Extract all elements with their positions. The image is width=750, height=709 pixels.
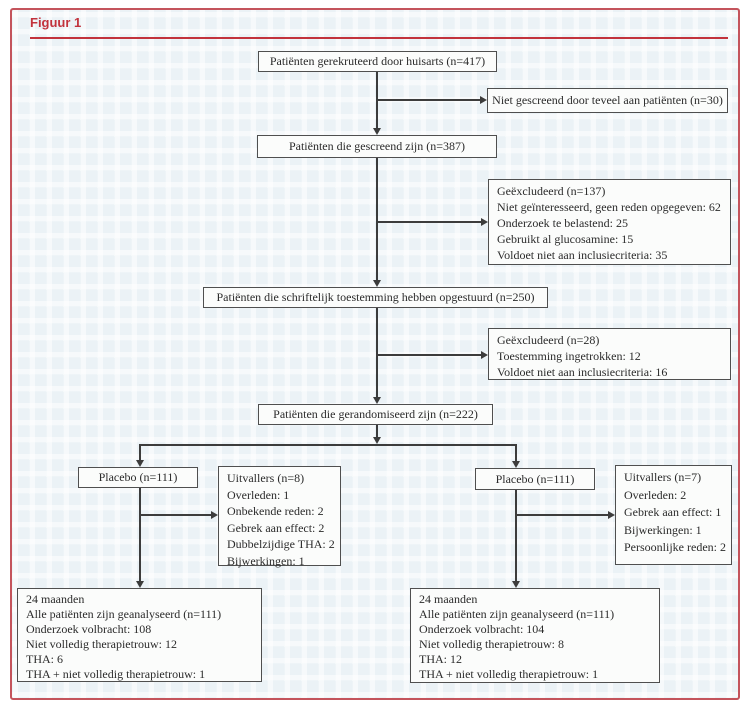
excluded-screening-title: Geëxcludeerd (n=137) [497, 184, 606, 198]
final-right-detail: THA + niet volledig therapietrouw: 1 [419, 667, 599, 681]
connector-split-bar [139, 444, 517, 446]
box-final-right [410, 588, 660, 683]
final-right-detail: Onderzoek volbracht: 104 [419, 622, 545, 636]
box-arm-left: Placebo (n=111) [78, 467, 198, 488]
arrowhead-right-icon [480, 96, 487, 104]
figure-label: Figuur 1 [30, 15, 82, 30]
dropouts-left-reason: Gebrek aan effect: 2 [227, 520, 325, 535]
connector-to-excluded-screening [377, 221, 482, 223]
excluded-screening-reason: Gebruikt al glucosamine: 15 [497, 232, 634, 246]
dropouts-right-title: Uitvallers (n=7) [624, 470, 702, 484]
final-left-analysed: Alle patiënten zijn geanalyseerd (n=111) [26, 607, 222, 621]
box-dropouts-right [615, 465, 732, 565]
arrowhead-down-icon [373, 397, 381, 404]
dropouts-right-reason: Bijwerkingen: 1 [624, 522, 702, 537]
final-right-period: 24 maanden [419, 592, 478, 606]
arrowhead-right-icon [481, 351, 488, 359]
dropouts-left-reason: Overleden: 1 [227, 487, 290, 502]
final-left-period: 24 maanden [26, 592, 85, 606]
final-left-detail: THA + niet volledig therapietrouw: 1 [26, 667, 206, 681]
box-excluded-screening [488, 179, 731, 265]
box-screened: Patiënten die gescreend zijn (n=387) [257, 135, 497, 158]
final-right-detail: THA: 12 [419, 652, 462, 666]
arrowhead-down-icon [512, 461, 520, 468]
final-left-detail: Niet volledig therapietrouw: 12 [26, 637, 177, 651]
dropouts-left-reason: Bijwerkingen: 1 [227, 553, 305, 568]
dropouts-left-reason: Onbekende reden: 2 [227, 504, 324, 518]
box-randomized: Patiënten die gerandomiseerd zijn (n=222) [258, 404, 493, 425]
connector-to-dropouts-right [516, 514, 608, 516]
arrowhead-down-icon [136, 460, 144, 467]
connector-to-not-screened [377, 99, 481, 101]
dropouts-left-reason: Dubbelzijdige THA: 2 [227, 537, 335, 551]
final-left-detail: Onderzoek volbracht: 108 [26, 622, 152, 636]
box-arm-right: Placebo (n=111) [475, 468, 595, 490]
final-left-detail: THA: 6 [26, 652, 63, 666]
dropouts-left-title: Uitvallers (n=8) [227, 471, 305, 485]
excluded-consent-reason: Toestemming ingetrokken: 12 [497, 349, 641, 363]
connector-to-excluded-consent [377, 354, 482, 356]
connector-consent-randomized [376, 308, 378, 398]
connector-left-arm-final [139, 488, 141, 581]
excluded-screening-reason: Niet geïnteresseerd, geen reden opgegeven: 62 [497, 200, 721, 214]
box-final-left [17, 588, 262, 682]
arrowhead-down-icon [373, 437, 381, 444]
connector-right-arm-final [515, 490, 517, 581]
connector-to-dropouts-left [140, 514, 211, 516]
connector-split-left-arm [139, 446, 141, 460]
excluded-consent-reason: Voldoet niet aan inclusiecriteria: 16 [497, 365, 668, 379]
arrowhead-down-icon [373, 280, 381, 287]
box-not-screened: Niet gescreend door teveel aan patiënten (n=30) [487, 88, 728, 113]
arrowhead-right-icon [211, 511, 218, 519]
box-consent: Patiënten die schriftelijk toestemming hebben opgestuurd (n=250) [203, 287, 548, 308]
dropouts-right-reason: Gebrek aan effect: 1 [624, 505, 722, 519]
arrowhead-right-icon [481, 218, 488, 226]
excluded-consent-title: Geëxcludeerd (n=28) [497, 333, 600, 347]
box-dropouts-left [218, 466, 341, 566]
figure-title-rule [30, 37, 728, 39]
dropouts-right-reason: Persoonlijke reden: 2 [624, 540, 726, 554]
excluded-screening-reason: Onderzoek te belastend: 25 [497, 216, 628, 230]
box-recruited: Patiënten gerekruteerd door huisarts (n=417) [258, 51, 497, 72]
arrowhead-down-icon [136, 581, 144, 588]
final-right-detail: Niet volledig therapietrouw: 8 [419, 637, 564, 651]
arrowhead-right-icon [608, 511, 615, 519]
arrowhead-down-icon [373, 128, 381, 135]
dropouts-right-reason: Overleden: 2 [624, 487, 687, 502]
connector-screened-consent [376, 158, 378, 281]
excluded-screening-reason: Voldoet niet aan inclusiecriteria: 35 [497, 248, 668, 262]
arrowhead-down-icon [512, 581, 520, 588]
connector-split-right-arm [515, 446, 517, 461]
final-right-analysed: Alle patiënten zijn geanalyseerd (n=111) [419, 607, 615, 621]
box-excluded-consent [488, 328, 731, 380]
